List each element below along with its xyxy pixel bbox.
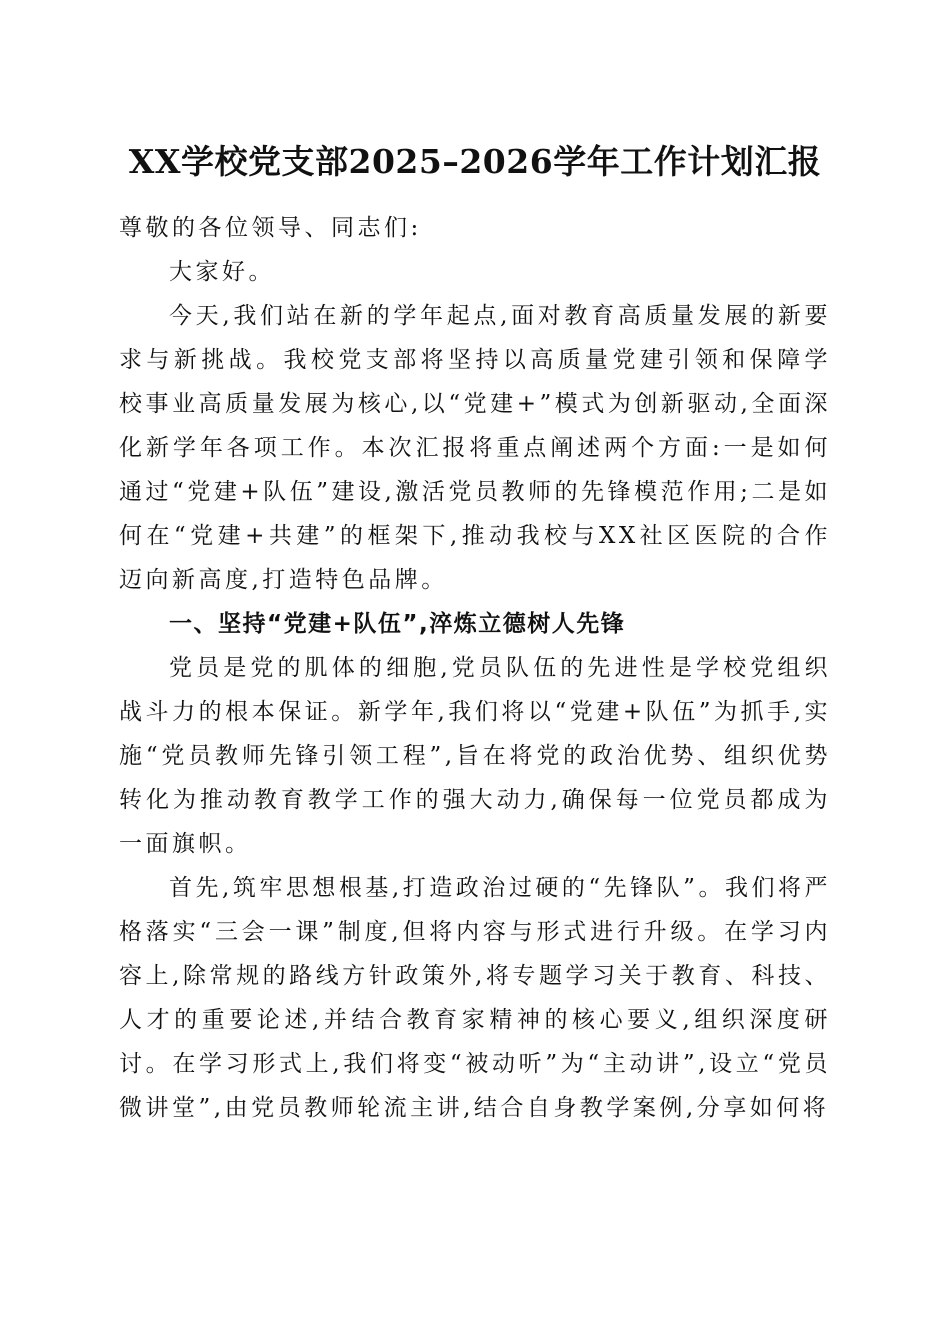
intro-paragraph: 今天,我们站在新的学年起点,面对教育高质量发展的新要求与新挑战。我校党支部将坚持以高质量党建引领和保障学校事业高质量发展为核心,以“党建+”模式为创新驱动,全面深化新学年各项工作。本次汇报将重点阐述两个方面:一是如何通过“党建+队伍”建设,激活党员教师的先锋模范作用;二是如何在“党建+共建”的框架下,推动我校与XX社区医院的合作迈向新高度,打造特色品牌。 [119,303,831,593]
section-paragraph: 首先,筑牢思想根基,打造政治过硬的“先锋队”。我们将严格落实“三会一课”制度,但将内容与形式进行升级。在学习内容上,除常规的路线方针政策外,将专题学习关于教育、科技、人才的重要论述,并结合教育家精神的核心要义,组织深度研讨。在学习形式上,我们将变“被动听”为“主动讲”,设立“党员微讲堂”,由党员教师轮流主讲,结合自身教学案例,分享如何将 [119,875,831,1121]
section-paragraph: 党员是党的肌体的细胞,党员队伍的先进性是学校党组织战斗力的根本保证。新学年,我们将以“党建+队伍”为抓手,实施“党员教师先锋引领工程”,旨在将党的政治优势、组织优势转化为推动教育教学工作的强大动力,确保每一位党员都成为一面旗帜。 [119,655,831,857]
document-title: XX学校党支部2025–2026学年工作计划汇报 [128,142,822,181]
section-heading: 一、坚持“党建+队伍”,淬炼立德树人先锋 [169,611,626,637]
document-body [119,206,831,1130]
salutation: 尊敬的各位领导、同志们: [119,215,422,241]
greeting: 大家好。 [169,259,275,285]
